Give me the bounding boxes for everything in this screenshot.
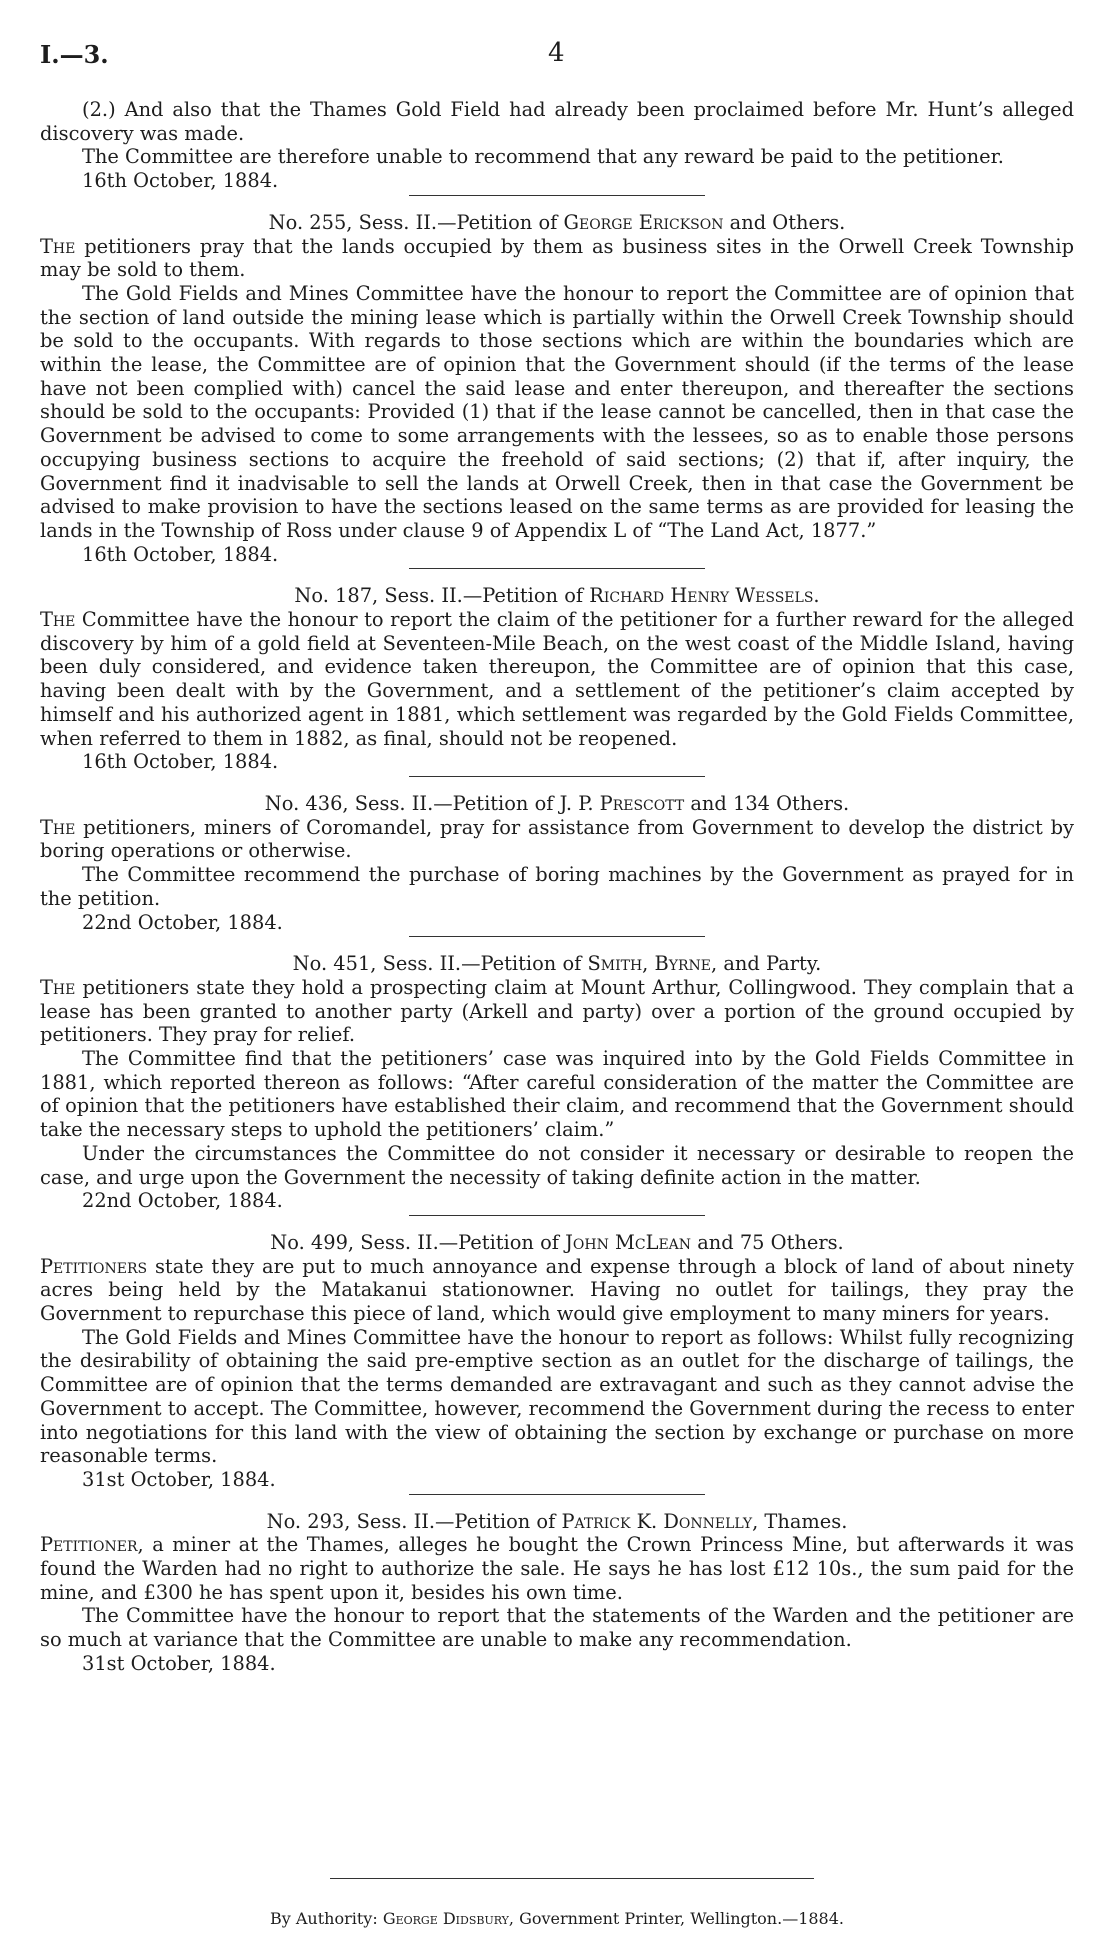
intro-conclusion: The Committee are therefore unable to recommend that any reward be paid to the petitioner. (82, 145, 1004, 169)
report-date: 31st October, 1884. (82, 1651, 276, 1675)
section-title: No. 187, Sess. II.—Petition of Richard Henry Wessels. (294, 584, 820, 608)
committee-report: The Gold Fields and Mines Committee have the honour to report the Committee are of opinion that the section of land outside the mining lease which is partially within the Orwell Creek Township should be sold to the occupants. With regards to those sections which are within the boundaries which are within the lease, the Committee are of opinion that the Government should (if the terms of the lease have not been complied with) cancel the said lease and enter thereupon, and thereafter the sections should be sold to the occupants: Provided (1) that if the lease cannot be cancelled, then in that case the Government be advised to come to some arrangements with the lessees, so as to enable those persons occupying business sections to acquire the freehold of said sections; (2) that if, after inquiry, the Government find it inadvisable to sell the lands at Orwell Creek, then in that case the Government be advised to make provision to have the sections leased on the same terms as are provided for leasing the lands in the Township of Ross under clause 9 of Appendix L of “The Land Act, 1877.” (40, 281, 1074, 542)
petition-summary: Petitioner, a miner at the Thames, alleges he bought the Crown Princess Mine, but afterwards it was found the Warden had no right to authorize the sale. He says he has lost £12 10s., the sum paid for the mine, and £300 he has spent upon it, besides his own time. (40, 1533, 1074, 1604)
petitioner-name: George Erickson (563, 210, 724, 234)
section-divider (409, 776, 705, 777)
section-divider (409, 1215, 705, 1216)
page-number: 4 (548, 38, 565, 68)
section-divider (409, 1494, 705, 1495)
section-title: No. 255, Sess. II.—Petition of George Erickson and Others. (268, 210, 846, 234)
committee-report: The Committee have the honour to report that the statements of the Warden and the petitioner are so much at variance that the Committee are unable to make any recommendation. (40, 1604, 1074, 1652)
report-date: 16th October, 1884. (82, 750, 279, 774)
petitioner-name: Prescott (599, 791, 685, 815)
intro-date: 16th October, 1884. (82, 169, 279, 193)
committee-report: The Committee recommend the purchase of boring machines by the Government as prayed for in the petition. (40, 863, 1074, 910)
petitioner-name: John McLean (565, 1230, 692, 1254)
printer-imprint: By Authority: George Didsbury, Government Printer, Wellington.—1884. (269, 1909, 844, 1928)
petition-summary: Petitioners state they are put to much annoyance and expense through a block of land of about ninety acres being held by the Matakanui stationowner. Having no outlet for tailings, they pray the Government to repurchase this piece of land, which would give employment to many miners for years. (40, 1254, 1074, 1326)
report-date: 22nd October, 1884. (82, 910, 283, 934)
intro-paragraph: (2.) And also that the Thames Gold Field had already been proclaimed before Mr. Hunt’s alleged discovery was made. (40, 98, 1074, 145)
section-title: No. 499, Sess. II.—Petition of John McLean and 75 Others. (270, 1230, 844, 1254)
section-divider (409, 936, 705, 937)
committee-report: The Committee find that the petitioners’ case was inquired into by the Gold Fields Committee in 1881, which reported thereon as follows: “After careful consideration of the matter the Committee are of opinion that the petitioners have established their claim, and recommend that the Government should take the necessary steps to uphold the petitioners’ claim.” (40, 1047, 1074, 1142)
report-date: 16th October, 1884. (82, 542, 279, 566)
section-title: No. 293, Sess. II.—Petition of Patrick K. Donnelly, Thames. (266, 1509, 848, 1533)
section-divider (409, 195, 705, 196)
report-date: 22nd October, 1884. (82, 1189, 283, 1213)
section-title: No. 436, Sess. II.—Petition of J. P. Prescott and 134 Others. (264, 791, 850, 815)
document-id: I.—3. (40, 40, 109, 69)
footer-divider (330, 1878, 814, 1879)
section-divider (409, 568, 705, 569)
petitioner-name: Patrick K. Donnelly, (561, 1509, 759, 1533)
committee-recommendation: Under the circumstances the Committee do not consider it necessary or desirable to reopen the case, and urge upon the Government the necessity of taking definite action in the matter. (40, 1141, 1074, 1189)
printer-name: George Didsbury (382, 1909, 509, 1928)
committee-report: The Gold Fields and Mines Committee have the honour to report as follows: Whilst fully recognizing the desirability of obtaining the said pre-emptive section as an outlet for the discharge of tailings, the Committee are of opinion that the terms demanded are extravagant and such as they cannot advise the Government to accept. The Committee, however, recommend the Government during the recess to enter into negotiations for this land with the view of obtaining the section by exchange or purchase on more reasonable terms. (40, 1325, 1074, 1468)
petition-summary: The petitioners pray that the lands occupied by them as business sites in the Orwell Creek Township may be sold to them. (40, 234, 1074, 282)
petition-summary: The petitioners, miners of Coromandel, pray for assistance from Government to develop the district by boring operations or otherwise. (40, 815, 1074, 863)
petition-summary: The petitioners state they hold a prospecting claim at Mount Arthur, Collingwood. They complain that a lease has been granted to another party (Arkell and party) over a portion of the ground occupied by petitioners. They pray for relief. (40, 975, 1075, 1047)
report-date: 31st October, 1884. (82, 1467, 276, 1491)
petitioner-name: Richard Henry Wessels. (589, 584, 820, 608)
committee-report: The Committee have the honour to report the claim of the petitioner for a further reward for the alleged discovery by him of a gold field at Seventeen-Mile Beach, on the west coast of the Middle Island, having been duly considered, and evidence taken thereupon, the Committee are of opinion that this case, having been dealt with by the Government, and a settlement of the petitioner’s claim accepted by himself and his authorized agent in 1881, which settlement was regarded by the Gold Fields Committee, when referred to them in 1882, as final, should not be reopened. (40, 608, 1074, 750)
page-header (40, 40, 1074, 80)
section-title: No. 451, Sess. II.—Petition of Smith, Byrne, and Party. (292, 952, 822, 976)
document-body (40, 98, 1074, 1676)
petitioner-name: Smith, Byrne, (587, 952, 718, 976)
